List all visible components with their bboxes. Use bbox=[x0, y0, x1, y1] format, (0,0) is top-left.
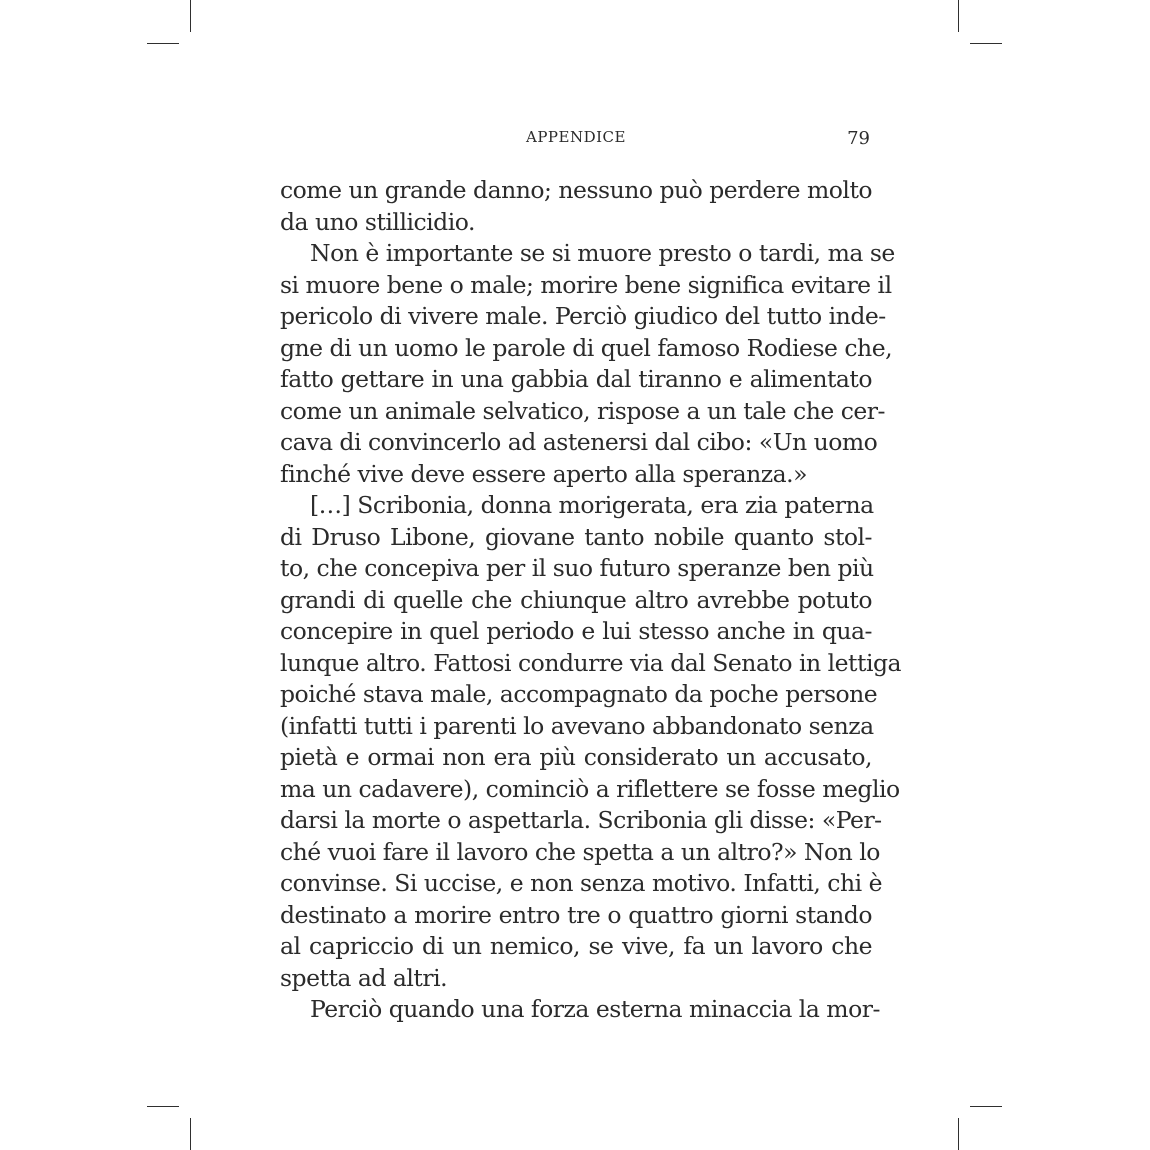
running-head bbox=[280, 128, 872, 152]
text-line: convinse. Si uccise, e non senza motivo. Infatti, chi è bbox=[280, 869, 882, 897]
text-line: poiché stava male, accompagnato da poche persone bbox=[280, 680, 878, 708]
running-title: APPENDICE bbox=[526, 128, 626, 146]
text-line: al capriccio di un nemico, se vive, fa un lavoro che bbox=[280, 932, 872, 960]
text-line: ché vuoi fare il lavoro che spetta a un altro?» Non lo bbox=[280, 837, 880, 866]
crop-mark-top-right-horizontal bbox=[970, 43, 1002, 44]
crop-mark-bottom-left-vertical bbox=[190, 1118, 191, 1150]
text-line: finché vive deve essere aperto alla speranza.» bbox=[280, 459, 808, 488]
text-line: destinato a morire entro tre o quattro giorni stando bbox=[280, 900, 872, 929]
text-line: pietà e ormai non era più considerato un accusato, bbox=[280, 743, 872, 771]
text-line: gne di un uomo le parole di quel famoso Rodiese che, bbox=[280, 333, 893, 362]
crop-mark-bottom-right-vertical bbox=[958, 1118, 959, 1150]
text-line: Non è importante se si muore presto o tardi, ma se bbox=[310, 239, 895, 267]
text-line: lunque altro. Fattosi condurre via dal Senato in lettiga bbox=[280, 648, 902, 677]
text-line: darsi la morte o aspettarla. Scribonia gli disse: «Per- bbox=[280, 806, 882, 834]
text-line: grandi di quelle che chiunque altro avrebbe potuto bbox=[280, 585, 872, 614]
text-line: ma un cadavere), cominciò a riflettere se fosse meglio bbox=[280, 774, 900, 803]
crop-mark-bottom-left-horizontal bbox=[147, 1106, 179, 1107]
text-line: come un grande danno; nessuno può perdere molto bbox=[280, 176, 873, 204]
text-line: di Druso Libone, giovane tanto nobile quanto stol- bbox=[280, 522, 872, 551]
text-line: pericolo di vivere male. Perciò giudico del tutto inde- bbox=[280, 302, 886, 330]
text-line: come un animale selvatico, rispose a un tale che cer- bbox=[280, 396, 885, 425]
crop-mark-top-left-vertical bbox=[190, 0, 191, 32]
text-line: Perciò quando una forza esterna minaccia la mor- bbox=[310, 995, 880, 1023]
crop-mark-top-left-horizontal bbox=[147, 43, 179, 44]
text-line: cava di convincerlo ad astenersi dal cibo: «Un uomo bbox=[280, 428, 878, 456]
text-line: concepire in quel periodo e lui stesso anche in qua- bbox=[280, 617, 872, 645]
crop-mark-bottom-right-horizontal bbox=[970, 1106, 1002, 1107]
text-line: da uno stillicidio. bbox=[280, 207, 475, 236]
text-line: to, che concepiva per il suo futuro speranze ben più bbox=[280, 554, 874, 582]
text-line: […] Scribonia, donna morigerata, era zia paterna bbox=[310, 491, 874, 519]
text-line: spetta ad altri. bbox=[280, 963, 448, 992]
body-text bbox=[280, 175, 902, 1026]
text-line: si muore bene o male; morire bene significa evitare il bbox=[280, 270, 892, 299]
crop-mark-top-right-vertical bbox=[958, 0, 959, 32]
text-line: fatto gettare in una gabbia dal tiranno e alimentato bbox=[280, 365, 872, 393]
page-number: 79 bbox=[847, 128, 870, 149]
text-line: (infatti tutti i parenti lo avevano abbandonato senza bbox=[280, 711, 874, 740]
